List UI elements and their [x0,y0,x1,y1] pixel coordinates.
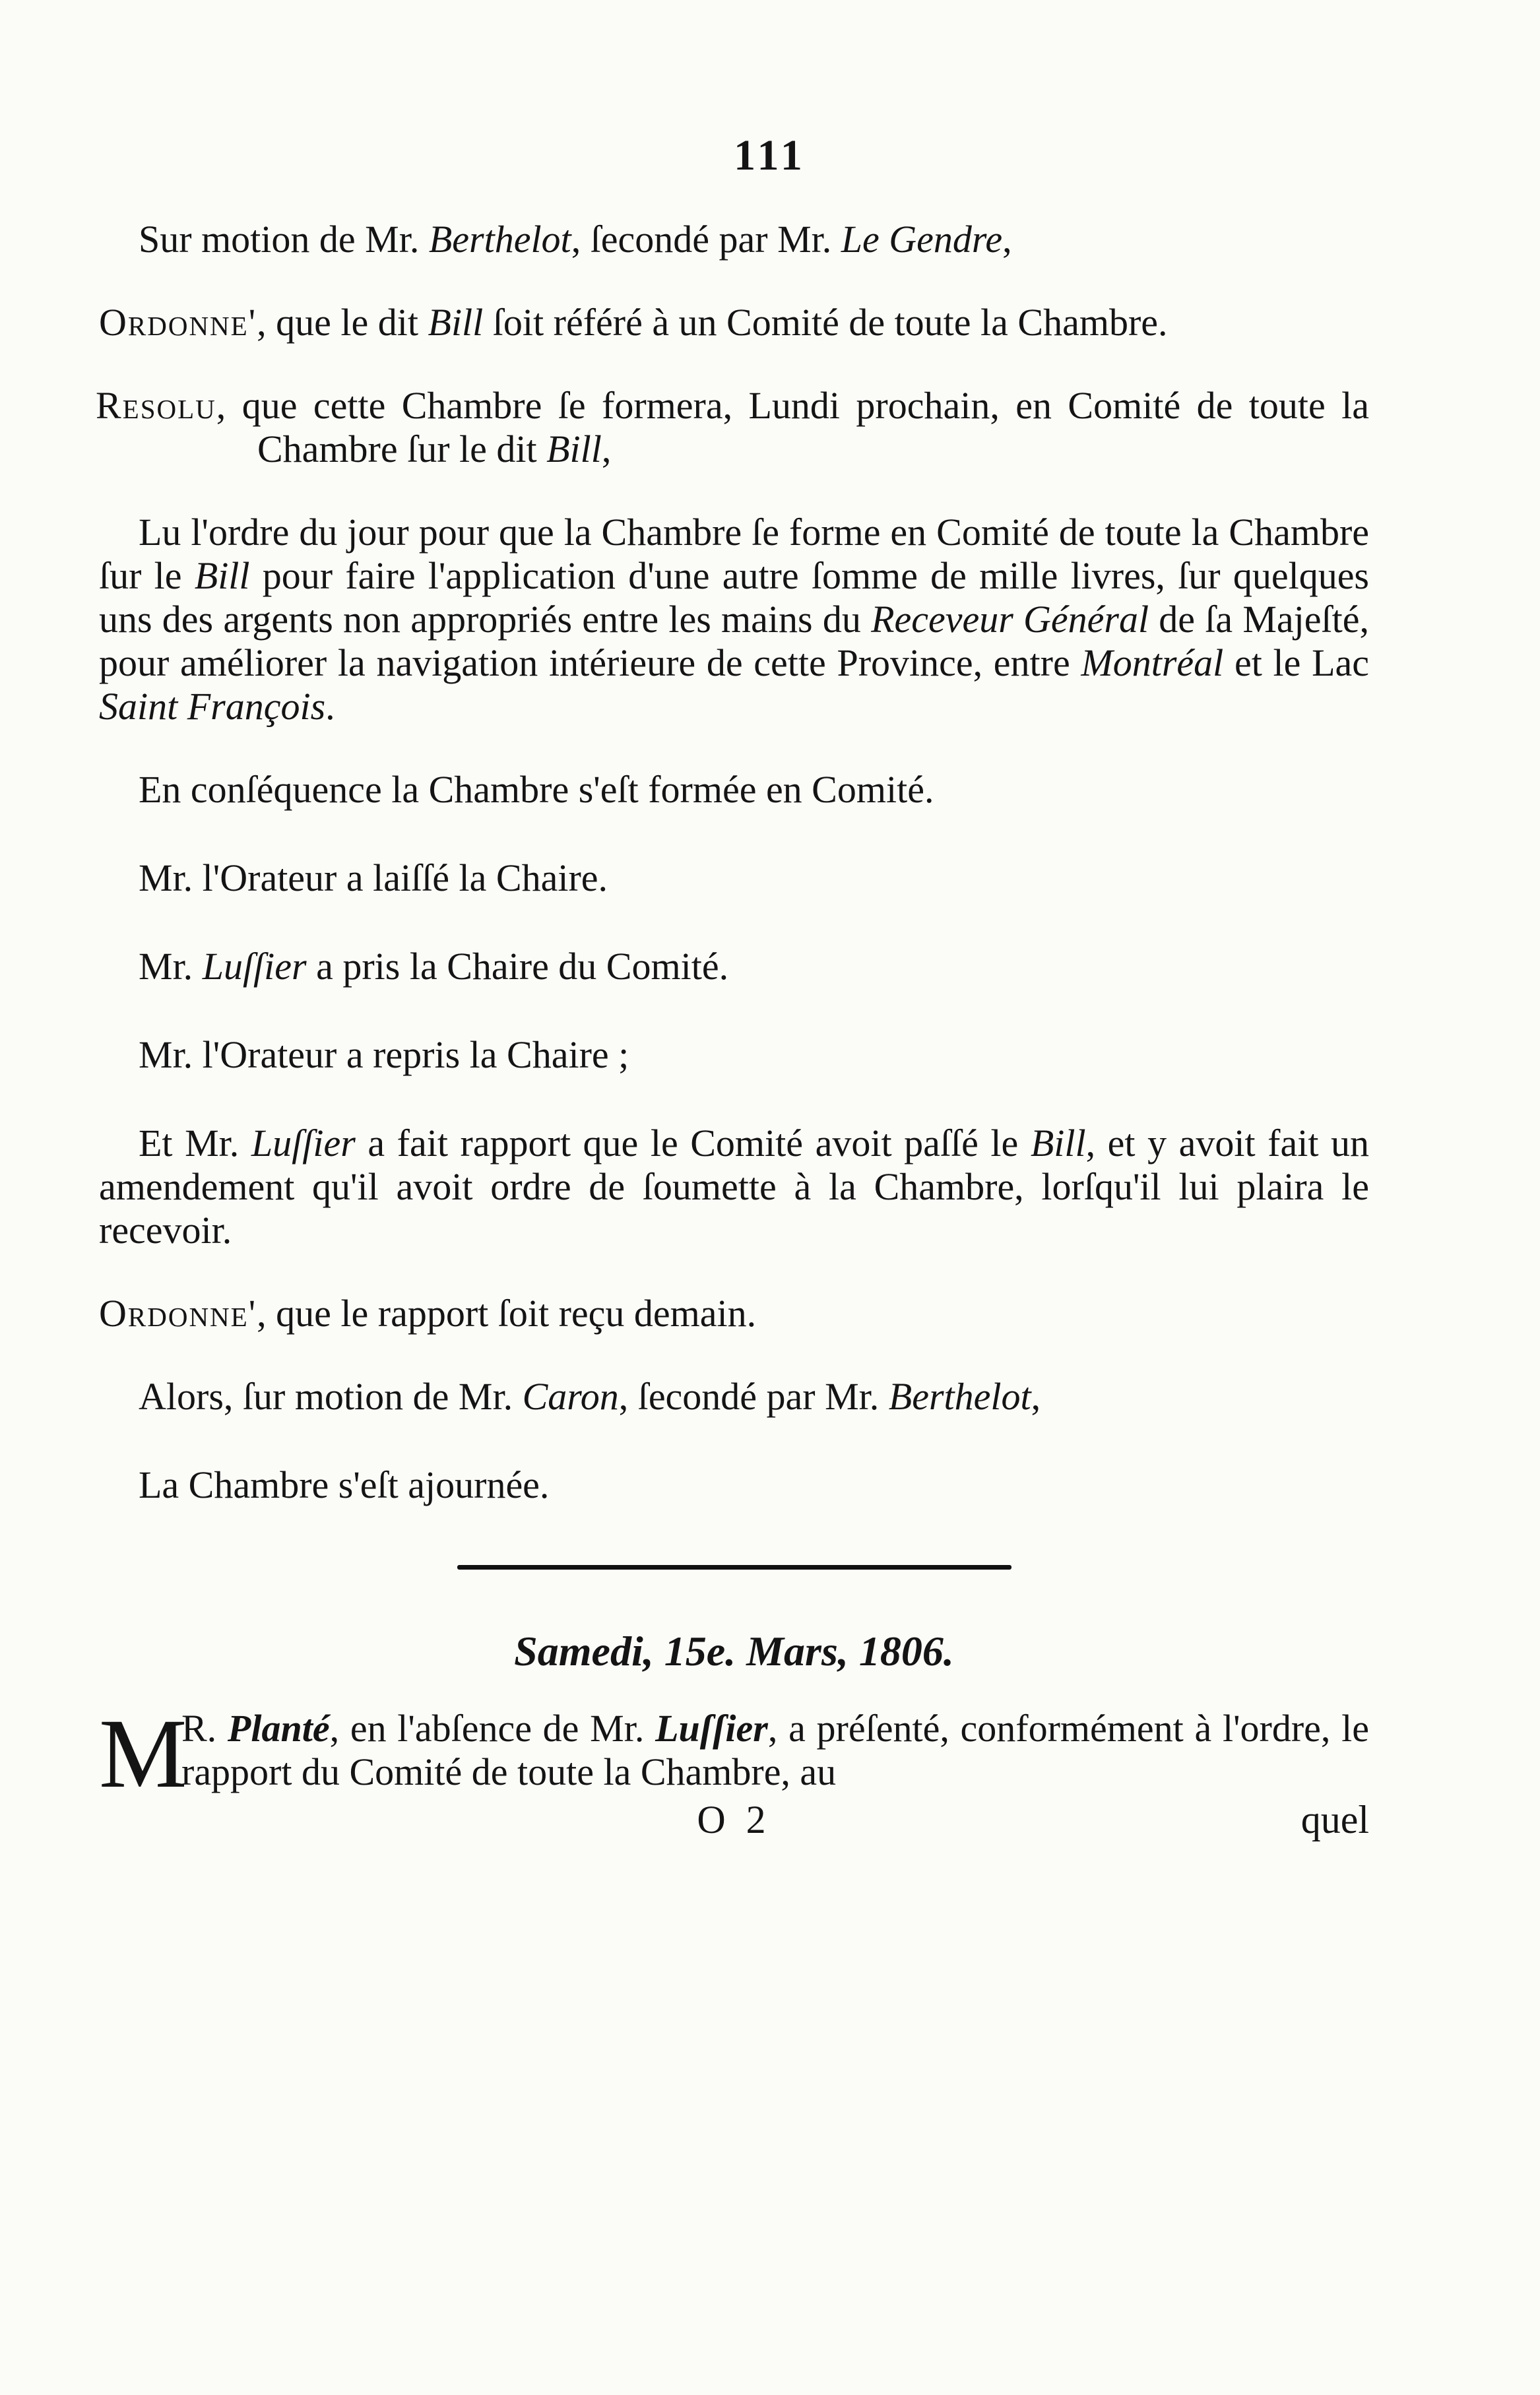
text-run: , ſecondé par Mr. [571,218,841,261]
text-run: , en l'abſence de Mr. [329,1707,656,1750]
paragraph-motion [99,218,1369,261]
text-run: R. [181,1707,228,1750]
receveur-general: Receveur Général [871,598,1149,641]
paragraph-resolu [96,384,1369,471]
paragraph-speaker-resumed: Mr. l'Orateur a repris la Chaire ; [139,1033,629,1076]
page-number: 111 [734,131,806,179]
paragraph-adjourned: La Chambre s'eſt ajournée. [139,1463,550,1506]
paragraph-plante-text [181,1707,1369,1794]
ordonne-lead: Ordonne' [99,1292,257,1335]
year: , 1806. [837,1628,954,1675]
text-run: et le Lac [1223,641,1369,684]
paragraph-ordonne-referral [99,301,1369,344]
name-berthelot: Berthelot [888,1375,1031,1418]
place-lac-saint-francois: Saint François [99,685,326,728]
signature-mark: O 2 [697,1798,771,1841]
text-run: . [325,685,335,728]
text-run: a pris la Chaire du Comité. [306,945,729,988]
paragraph-ordonne-report [99,1292,1369,1335]
name-plante: Planté [227,1707,330,1750]
page-footer [99,1797,1369,1843]
paragraph-speaker-left: Mr. l'Orateur a laiſſé la Chaire. [139,856,608,899]
month: Mars [746,1628,838,1675]
resolu-lead: Resolu [96,384,216,427]
name-berthelot: Berthelot [428,218,571,261]
text-run: , que le dit [257,301,428,344]
name-le-gendre: Le Gendre [841,218,1003,261]
text-run: , a préſenté, conformément à l'ordre, le rapport du Comité de toute la Chambre, au [181,1707,1369,1793]
text-run: , que cette Chambre ſe formera, Lundi prochain, en Comité de toute la Chambre ſur le dit [216,384,1369,470]
bill-word: Bill [1030,1122,1086,1165]
bill-word: Bill [194,554,250,597]
name-lussier: Luſſier [202,945,307,988]
text-run: , que le rapport ſoit reçu demain. [257,1292,757,1335]
text-run: , [1002,218,1012,261]
text-run: pour faire l'application d'une autre ſomme de mille livres, ſur quelques uns des argents non appropriés entre les mains du [99,554,1370,641]
weekday: Samedi [514,1628,643,1675]
text-run: Mr. [139,945,203,988]
text-run: Sur motion de Mr. [139,218,429,261]
journal-text [96,218,1370,1843]
bill-word: Bill [428,301,484,344]
paragraph-report [99,1122,1369,1252]
text-run: , et y avoit fait un amendement qu'il avoit ordre de ſoumette à la Chambre, lorſqu'il lui plaira le recevoir. [99,1122,1370,1252]
text-run: ſoit référé à un Comité de toute la Chambre. [483,301,1168,344]
text-run: , [601,428,612,470]
paragraph-order-of-day [99,511,1369,728]
name-lussier: Luſſier [251,1122,356,1165]
date-heading [99,1628,1369,1675]
name-lussier: Luſſier [655,1707,768,1750]
name-caron: Caron [522,1375,619,1418]
text-run: Et Mr. [139,1122,251,1165]
place-montreal: Montréal [1081,641,1224,684]
text-run: Alors, ſur motion de Mr. [139,1375,523,1418]
paragraph-adjourn-motion [139,1375,1369,1419]
paragraph-lussier-chair [139,945,1369,988]
bill-word: Bill [546,428,602,470]
text-run: de ſa Majeſté, pour améliorer la navigation intérieure de cette Province, entre [99,598,1370,684]
catchword: quel [1300,1798,1369,1841]
section-divider [457,1565,1011,1570]
paragraph-committee-formed: En conſéquence la Chambre s'eſt formée en Comité. [139,768,934,811]
text-run: , ſecondé par Mr. [618,1375,889,1418]
text-run: Lu l'ordre du jour pour que la Chambre ſe forme en Comité de toute la Chambre ſur le [99,511,1369,597]
drop-cap: M [99,1699,187,1808]
day: , 15e. [643,1628,747,1675]
text-run: , [1031,1375,1041,1418]
ordonne-lead: Ordonne' [99,301,257,344]
text-run: a fait rapport que le Comité avoit paſſé le [355,1122,1031,1165]
paragraph-plante-report [99,1699,1369,1808]
